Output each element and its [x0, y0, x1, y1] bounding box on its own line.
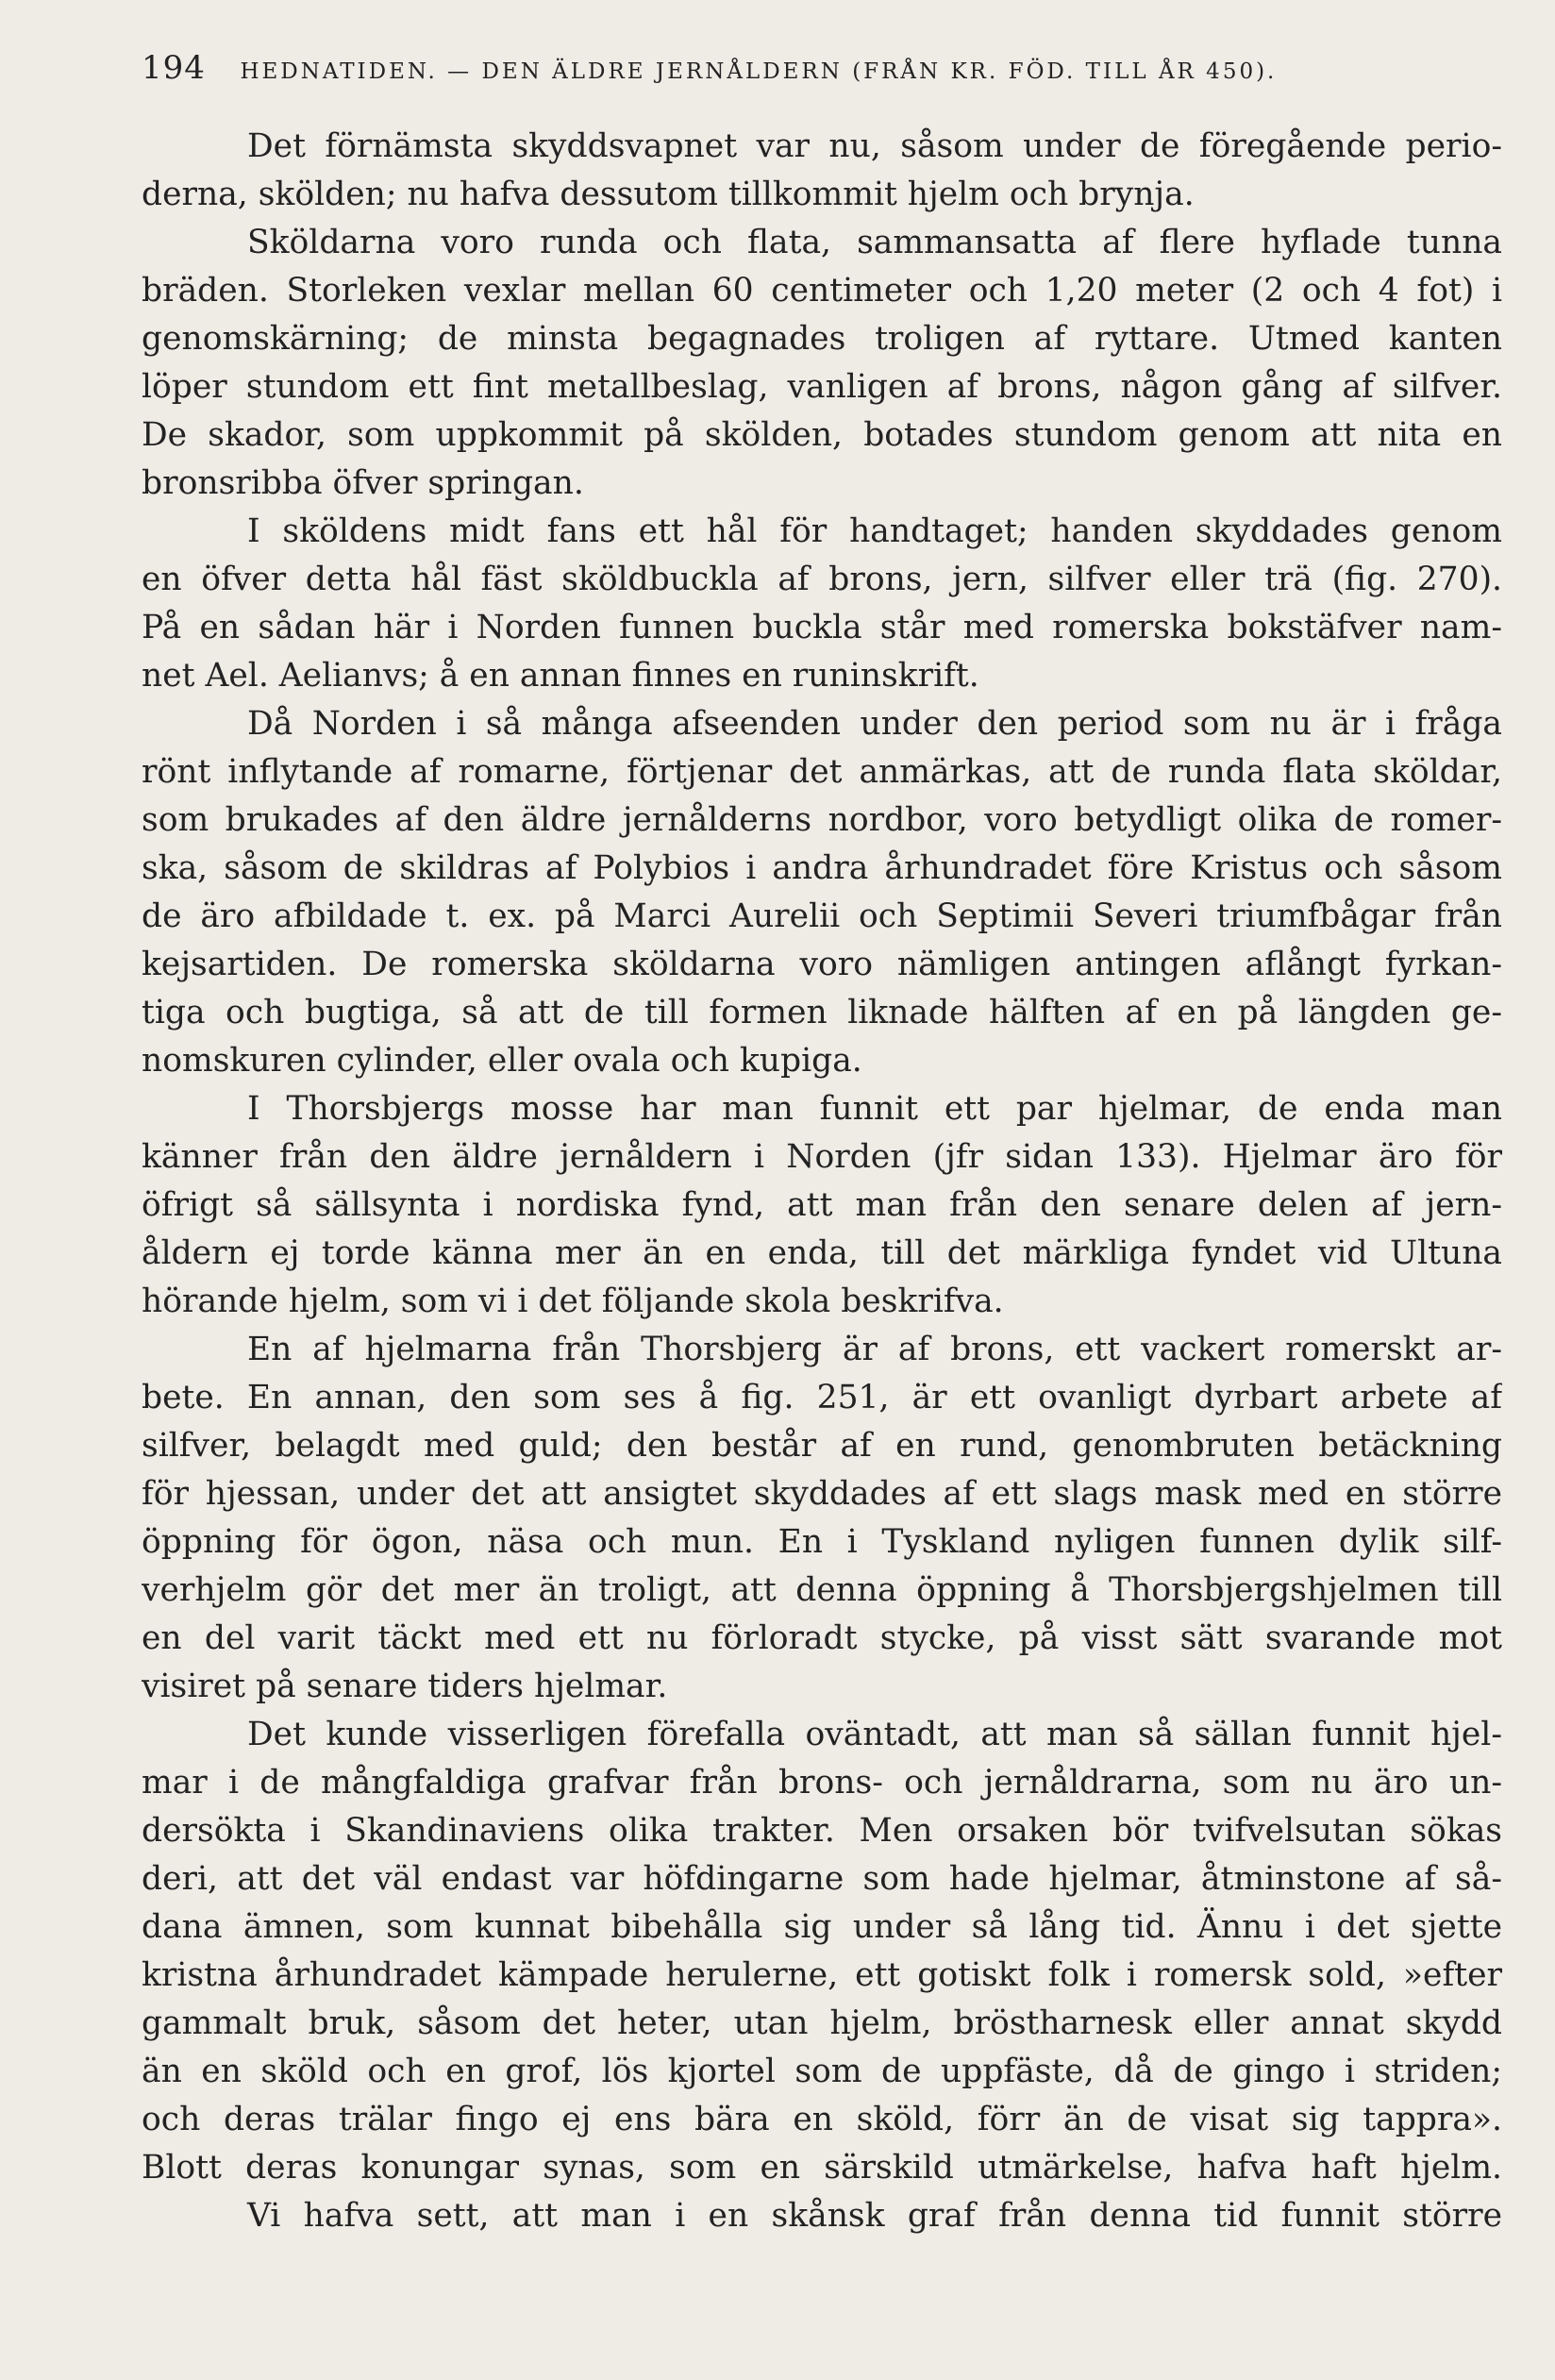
- text-line: rönt inflytande af romarne, förtjenar det anmärkas, att de runda flata sköldar,: [142, 753, 1502, 791]
- text-line: nomskuren cylinder, eller ovala och kupiga.: [142, 1042, 862, 1080]
- text-line: dersökta i Skandinaviens olika trakter. Men orsaken bör tvifvelsutan sökas: [142, 1812, 1502, 1850]
- body-text: [142, 123, 1502, 2240]
- text-line: löper stundom ett fint metallbeslag, vanligen af brons, någon gång af silfver.: [142, 368, 1502, 406]
- text-line: mar i de mångfaldiga grafvar från brons- och jernåldrarna, som nu äro un-: [142, 1764, 1502, 1802]
- text-line: tiga och bugtiga, så att de till formen liknade hälften af en på längden ge-: [142, 994, 1502, 1031]
- text-line: öfrigt så sällsynta i nordiska fynd, att man från den senare delen af jern-: [142, 1186, 1502, 1224]
- text-line: Vi hafva sett, att man i en skånsk graf från denna tid funnit större: [247, 2197, 1502, 2235]
- page-number: 194: [142, 49, 206, 87]
- text-line: för hjessan, under det att ansigtet skyddades af ett slags mask med en större: [142, 1475, 1502, 1513]
- page-header: [142, 49, 1500, 87]
- text-line: bräden. Storleken vexlar mellan 60 centimeter och 1,20 meter (2 och 4 fot) i: [142, 272, 1502, 310]
- text-line: Det kunde visserligen förefalla oväntadt, att man så sällan funnit hjel-: [247, 1716, 1502, 1753]
- text-line: Det förnämsta skyddsvapnet var nu, såsom under de föregående perio-: [247, 127, 1502, 165]
- running-title: HEDNATIDEN. — DEN ÄLDRE JERNÅLDERN (FRÅN KR. FÖD. TILL ÅR 450).: [240, 59, 1278, 84]
- text-line: derna, skölden; nu hafva dessutom tillkommit hjelm och brynja.: [142, 176, 1195, 213]
- text-line: bete. En annan, den som ses å fig. 251, är ett ovanligt dyrbart arbete af: [142, 1379, 1502, 1416]
- text-line: och deras trälar fingo ej ens bära en sköld, förr än de visat sig tappra».: [142, 2101, 1502, 2138]
- text-line: Då Norden i så många afseenden under den period som nu är i fråga: [247, 705, 1502, 743]
- text-line: en öfver detta hål fäst sköldbuckla af brons, jern, silfver eller trä (fig. 270).: [142, 561, 1502, 598]
- text-line: känner från den äldre jernåldern i Norden (jfr sidan 133). Hjelmar äro för: [142, 1138, 1502, 1176]
- text-line: som brukades af den äldre jernålderns nordbor, voro betydligt olika de romer-: [142, 801, 1502, 839]
- text-line: net Ael. Aelianvs; å en annan finnes en runinskrift.: [142, 657, 979, 695]
- text-line: På en sådan här i Norden funnen buckla står med romerska bokstäfver nam-: [142, 609, 1502, 646]
- text-line: silfver, belagdt med guld; den består af en rund, genombruten betäckning: [142, 1427, 1502, 1465]
- text-line: ska, såsom de skildras af Polybios i andra århundradet före Kristus och såsom: [142, 849, 1502, 887]
- text-line: verhjelm gör det mer än troligt, att denna öppning å Thorsbjergshjelmen till: [142, 1571, 1502, 1609]
- text-line: åldern ej torde känna mer än en enda, till det märkliga fyndet vid Ultuna: [142, 1234, 1502, 1272]
- text-line: visiret på senare tiders hjelmar.: [142, 1668, 668, 1705]
- text-line: I sköldens midt fans ett hål för handtaget; handen skyddades genom: [247, 512, 1502, 550]
- text-line: en del varit täckt med ett nu förloradt stycke, på visst sätt svarande mot: [142, 1619, 1502, 1657]
- text-line: Blott deras konungar synas, som en särskild utmärkelse, hafva haft hjelm.: [142, 2149, 1502, 2187]
- text-line: En af hjelmarna från Thorsbjerg är af brons, ett vackert romerskt ar-: [247, 1331, 1502, 1368]
- text-line: öppning för ögon, näsa och mun. En i Tyskland nyligen funnen dylik silf-: [142, 1523, 1502, 1561]
- text-line: än en sköld och en grof, lös kjortel som de uppfäste, då de gingo i striden;: [142, 2053, 1502, 2090]
- text-line: De skador, som uppkommit på skölden, botades stundom genom att nita en: [142, 416, 1502, 454]
- text-line: kejsartiden. De romerska sköldarna voro nämligen antingen aflångt fyrkan-: [142, 946, 1502, 983]
- text-line: de äro afbildade t. ex. på Marci Aurelii och Septimii Severi triumfbågar från: [142, 897, 1502, 935]
- text-line: dana ämnen, som kunnat bibehålla sig under så lång tid. Ännu i det sjette: [142, 1908, 1502, 1946]
- text-line: genomskärning; de minsta begagnades troligen af ryttare. Utmed kanten: [142, 320, 1502, 358]
- text-line: deri, att det väl endast var höfdingarne som hade hjelmar, åtminstone af så-: [142, 1860, 1502, 1898]
- text-line: kristna århundradet kämpade herulerne, ett gotiskt folk i romersk sold, »efter: [142, 1956, 1502, 1994]
- text-line: bronsribba öfver springan.: [142, 464, 584, 502]
- text-line: hörande hjelm, som vi i det följande skola beskrifva.: [142, 1282, 1004, 1320]
- text-line: gammalt bruk, såsom det heter, utan hjelm, bröstharnesk eller annat skydd: [142, 2004, 1502, 2042]
- text-line: I Thorsbjergs mosse har man funnit ett par hjelmar, de enda man: [247, 1090, 1502, 1128]
- text-line: Sköldarna voro runda och flata, sammansatta af flere hyflade tunna: [247, 224, 1502, 261]
